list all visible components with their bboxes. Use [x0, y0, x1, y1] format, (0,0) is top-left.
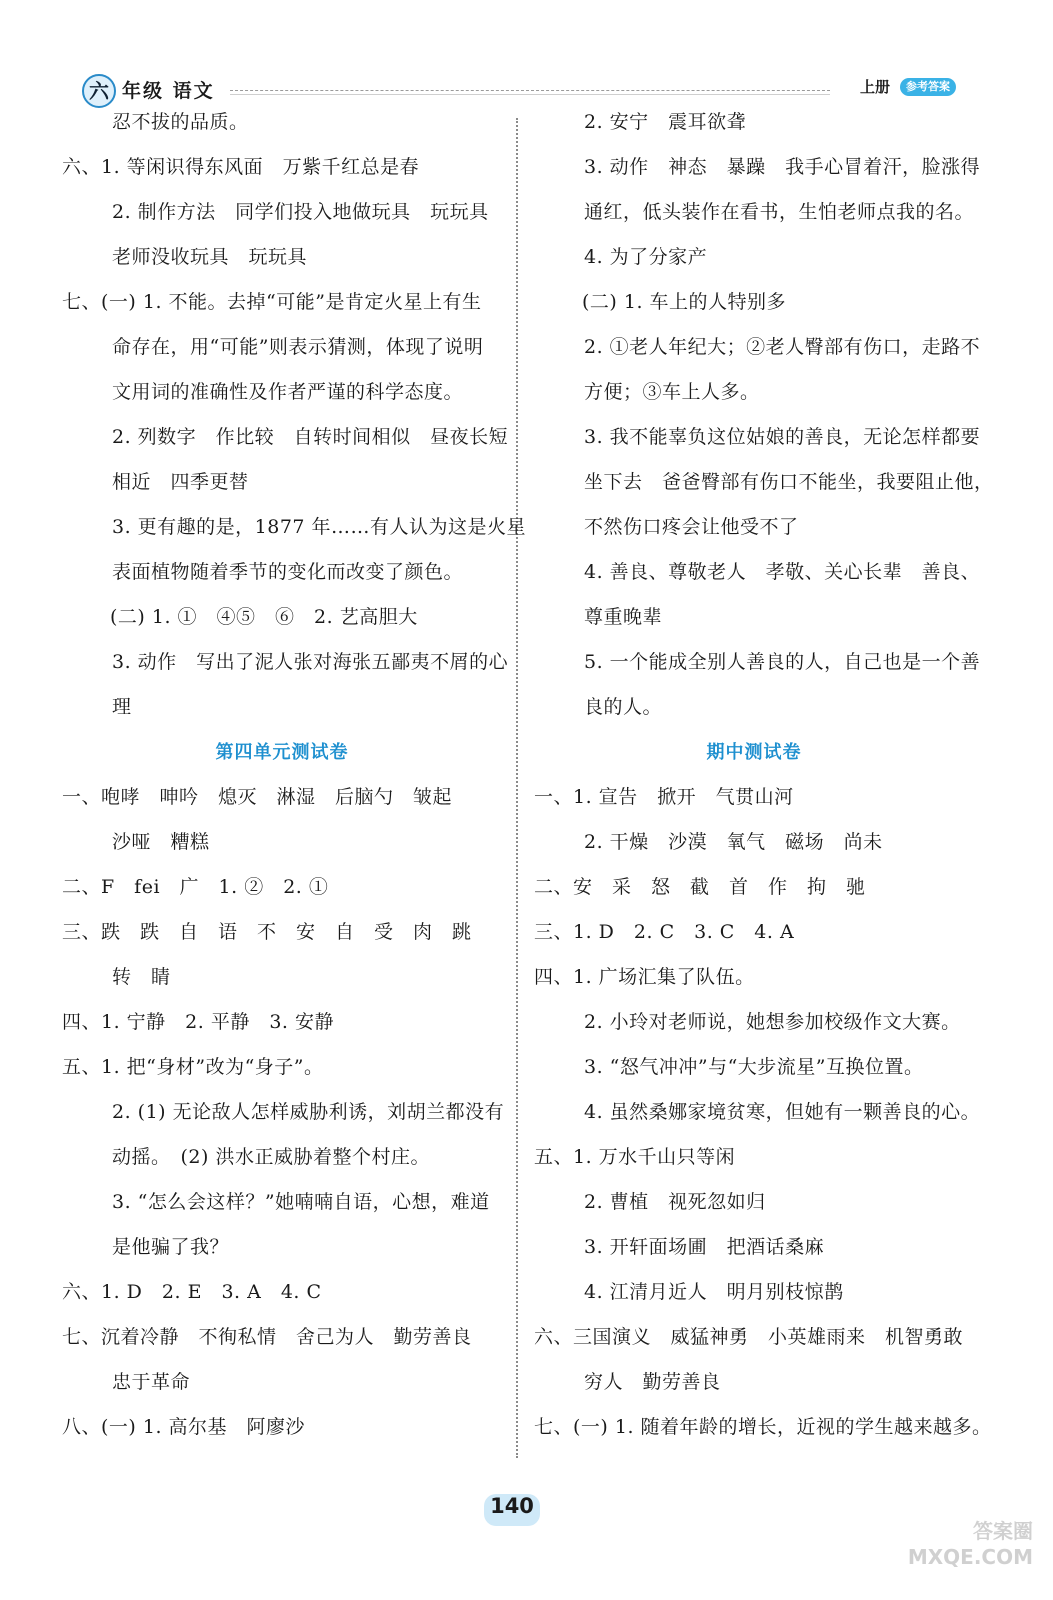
- answer-line: 理: [112, 696, 132, 718]
- header-rule-dashed: [230, 90, 830, 91]
- answer-line: 3. 动作 写出了泥人张对海张五鄙夷不屑的心: [112, 651, 509, 673]
- answer-line: 2. 安宁 震耳欲聋: [584, 111, 747, 133]
- answer-line: 4. 江清月近人 明月别枝惊鹊: [584, 1281, 844, 1303]
- answer-line: 一、咆哮 呻吟 熄灭 淋湿 后脑勺 皱起: [62, 786, 453, 808]
- answer-line: 命存在，用“可能”则表示猜测，体现了说明: [112, 336, 484, 358]
- answer-line: 2. 制作方法 同学们投入地做玩具 玩玩具: [112, 201, 489, 223]
- answer-line: 转 睛: [112, 966, 171, 988]
- answer-line: 尊重晚辈: [584, 606, 663, 628]
- right-column: [534, 100, 994, 1450]
- answer-line: 3. “怒气冲冲”与“大步流星”互换位置。: [584, 1056, 924, 1078]
- answer-line: 3. 更有趣的是，1877 年……有人认为这是火星: [112, 516, 527, 538]
- answer-line: 4. 善良、尊敬老人 孝敬、关心长辈 善良、: [584, 561, 981, 583]
- answer-line: 2. 列数字 作比较 自转时间相似 昼夜长短: [112, 426, 509, 448]
- answer-line: 3. 我不能辜负这位姑娘的善良，无论怎样都要: [584, 426, 981, 448]
- answer-line: 4. 为了分家产: [584, 246, 708, 268]
- answer-line: 八、(一) 1. 高尔基 阿廖沙: [62, 1416, 306, 1438]
- answer-line: 六、三国演义 威猛神勇 小英雄雨来 机智勇敢: [534, 1326, 964, 1348]
- watermark-line-1: 答案圈: [973, 1519, 1033, 1543]
- volume-label: 上册: [860, 78, 891, 96]
- answer-line: 2. (1) 无论敌人怎样威胁利诱，刘胡兰都没有: [112, 1101, 505, 1123]
- header-rule: [230, 94, 830, 95]
- answer-line: 沙哑 糟糕: [112, 831, 210, 853]
- answer-line: 良的人。: [584, 696, 663, 718]
- grade-badge: 六: [82, 74, 116, 108]
- column-divider: [516, 118, 518, 1458]
- answer-line: 2. 小玲对老师说，她想参加校级作文大赛。: [584, 1011, 961, 1033]
- answer-line: 方便；③车上人多。: [584, 381, 760, 403]
- answer-line: 不然伤口疼会让他受不了: [584, 516, 799, 538]
- watermark-line-2: MXQE.COM: [907, 1545, 1033, 1569]
- answer-line: 六、1. D 2. E 3. A 4. C: [62, 1281, 322, 1303]
- answer-line: 二、F fei 广 1. ② 2. ①: [62, 876, 329, 898]
- answer-line: 文用词的准确性及作者严谨的科学态度。: [112, 381, 464, 403]
- answer-line: 七、(一) 1. 随着年龄的增长，近视的学生越来越多。: [534, 1416, 992, 1438]
- page-number: 140: [484, 1494, 540, 1526]
- answer-line: (二) 1. ① ④⑤ ⑥ 2. 艺高胆大: [110, 606, 418, 628]
- answer-line: 四、1. 广场汇集了队伍。: [534, 966, 755, 988]
- answer-line: 3. 开轩面场圃 把酒话桑麻: [584, 1236, 825, 1258]
- answer-tag: 参考答案: [900, 78, 956, 96]
- answer-line: 六、1. 等闲识得东风面 万紫千红总是春: [62, 156, 420, 178]
- answer-line: 5. 一个能成全别人善良的人，自己也是一个善: [584, 651, 981, 673]
- answer-line: 忍不拔的品质。: [112, 111, 249, 133]
- section-title: 第四单元测试卷: [215, 742, 349, 763]
- answer-line: 2. ①老人年纪大；②老人臀部有伤口，走路不: [584, 336, 981, 358]
- answer-line: 老师没收玩具 玩玩具: [112, 246, 308, 268]
- answer-line: 坐下去 爸爸臀部有伤口不能坐，我要阻止他，: [584, 471, 994, 493]
- left-column: [62, 100, 527, 1450]
- section-title: 期中测试卷: [706, 742, 802, 763]
- answer-line: 二、安 采 怒 截 首 作 拘 驰: [534, 876, 866, 898]
- answer-line: 2. 干燥 沙漠 氧气 磁场 尚未: [584, 831, 883, 853]
- answer-line: 五、1. 把“身材”改为“身子”。: [62, 1056, 324, 1078]
- answer-line: 七、沉着冷静 不徇私情 舍己为人 勤劳善良: [62, 1326, 472, 1348]
- answer-line: 3. 动作 神态 暴躁 我手心冒着汗，脸涨得: [584, 156, 981, 178]
- answer-line: (二) 1. 车上的人特别多: [582, 291, 787, 313]
- answer-line: 三、1. D 2. C 3. C 4. A: [534, 921, 795, 943]
- answer-line: 四、1. 宁静 2. 平静 3. 安静: [62, 1011, 335, 1033]
- answer-line: 动摇。 (2) 洪水正威胁着整个村庄。: [112, 1146, 430, 1168]
- header-title: 年级 语文: [122, 80, 215, 102]
- watermark: [908, 1518, 1033, 1570]
- answer-line: 忠于革命: [112, 1371, 191, 1393]
- answer-line: 相近 四季更替: [112, 471, 249, 493]
- answer-line: 七、(一) 1. 不能。去掉“可能”是肯定火星上有生: [62, 291, 482, 313]
- answer-line: 3. “怎么会这样？”她喃喃自语，心想，难道: [112, 1191, 490, 1213]
- answer-line: 4. 虽然桑娜家境贫寒，但她有一颗善良的心。: [584, 1101, 981, 1123]
- answer-line: 五、1. 万水千山只等闲: [534, 1146, 736, 1168]
- answer-line: 一、1. 宣告 掀开 气贯山河: [534, 786, 794, 808]
- answer-line: 2. 曹植 视死忽如归: [584, 1191, 766, 1213]
- answer-line: 是他骗了我？: [112, 1236, 230, 1258]
- answer-line: 通红，低头装作在看书，生怕老师点我的名。: [584, 201, 975, 223]
- answer-line: 表面植物随着季节的变化而改变了颜色。: [112, 561, 464, 583]
- answer-line: 三、跌 跌 自 语 不 安 自 受 肉 跳: [62, 921, 472, 943]
- page-header: [0, 0, 1053, 110]
- answer-line: 穷人 勤劳善良: [584, 1371, 721, 1393]
